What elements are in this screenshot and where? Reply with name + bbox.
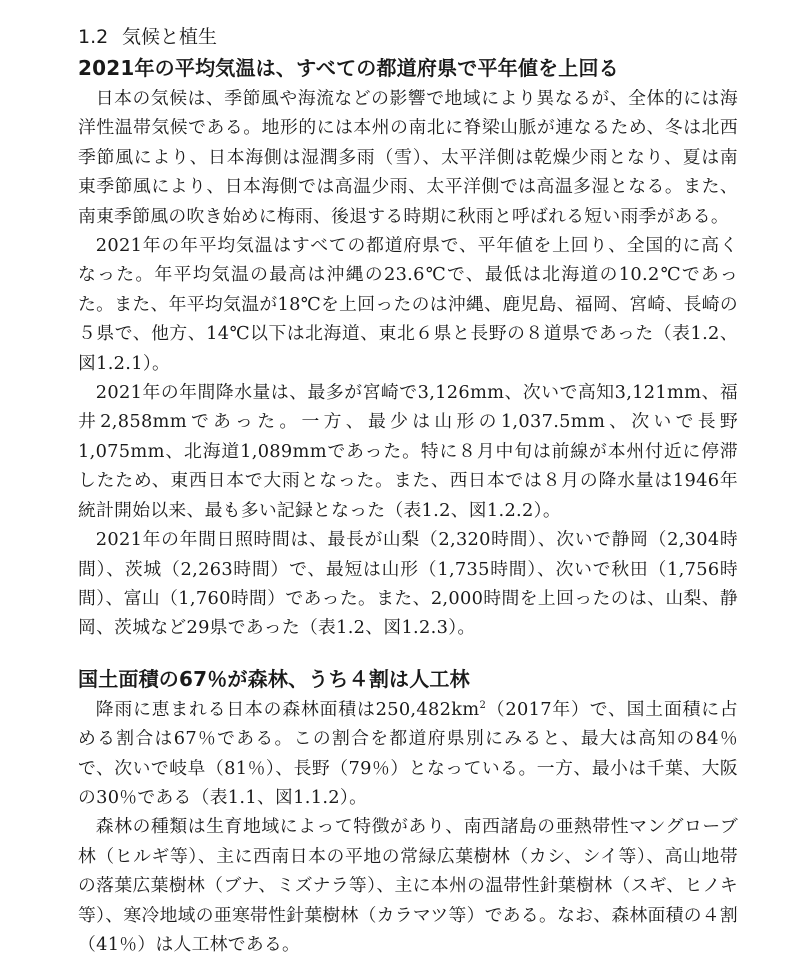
climate-paragraph-overview: 日本の気候は、季節風や海流などの影響で地域により異なるが、全体的には海洋性温帯気候である。地形的には本州の南北に脊梁山脈が連なるため、冬は北西季節風により、日本海側は湿潤多雨（雪）、太平洋側は乾燥少雨となり、夏は南東季節風により、日本海側では高温少雨、太平洋側では高温多湿となる。また、南東季節風の吹き始めに梅雨、後退する時期に秋雨と呼ばれる短い雨季がある。 [78, 88, 738, 227]
square-superscript: 2 [479, 699, 487, 711]
section-gap [78, 643, 738, 665]
climate-heading: 2021年の平均気温は、すべての都道府県で平年値を上回る [78, 56, 619, 80]
forest-heading: 国土面積の67％が森林、うち４割は人工林 [78, 666, 470, 691]
section-number: 1.2 [78, 26, 109, 48]
forest-area-text-continued: （2017年）で、国土面積に占める割合は67％である。この割合を都道府県別にみると、最大は高知の84％で、次いで岐阜（81％）、長野（79％）となっている。一方、最小は千葉、大阪の30％である（表1.1、図1.1.2）。 [78, 698, 738, 808]
climate-paragraph-precipitation: 2021年の年間降水量は、最多が宮崎で3,126mm、次いで高知3,121mm、福井2,858mmであった。一方、最少は山形の1,037.5mm、次いで長野1,075mm、北海道1,089mmであった。特に８月中旬は前線が本州付近に停滞したため、東西日本で大雨となった。また、西日本では８月の降水量は1946年統計開始以来、最も多い記録となった（表1.2、図1.2.2）。 [78, 382, 738, 521]
climate-paragraph-sunshine: 2021年の年間日照時間は、最長が山梨（2,320時間）、次いで静岡（2,304時間）、茨城（2,263時間）で、最短は山形（1,735時間）、次いで秋田（1,756時間）、富山（1,760時間）であった。また、2,000時間を上回ったのは、山梨、静岡、茨城など29県であった（表1.2、図1.2.3）。 [78, 529, 738, 639]
section-title: 気候と植生 [122, 26, 218, 48]
forest-paragraph-area [78, 695, 738, 813]
climate-paragraph-temperature: 2021年の年平均気温はすべての都道府県で、平年値を上回り、全国的に高くなった。年平均気温の最高は沖縄の23.6℃で、最低は北海道の10.2℃であった。また、年平均気温が18℃を上回ったのは沖縄、鹿児島、福岡、宮崎、長崎の５県で、他方、14℃以下は北海道、東北６県と長野の８道県であった（表1.2、図1.2.1）。 [78, 235, 738, 374]
forest-area-text: 降雨に恵まれる日本の森林面積は250,482km [95, 698, 480, 720]
section-header [78, 24, 738, 50]
forest-paragraph-types: 森林の種類は生育地域によって特徴があり、南西諸島の亜熱帯性マングローブ林（ヒルギ等）、主に西南日本の平地の常緑広葉樹林（カシ、シイ等）、高山地帯の落葉広葉樹林（ブナ、ミズナラ等）、主に本州の温帯性針葉樹林（スギ、ヒノキ等）、寒冷地域の亜寒帯性針葉樹林（カラマツ等）である。なお、森林面積の４割（41％）は人工林である。 [78, 816, 738, 955]
